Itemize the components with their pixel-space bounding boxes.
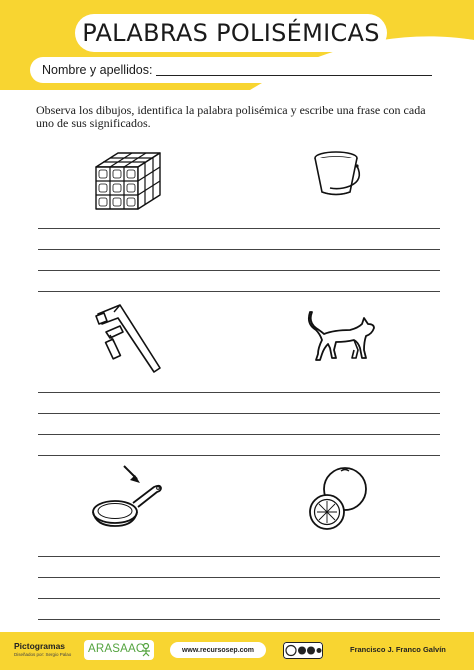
rubiks-cube-icon [92, 145, 164, 213]
writing-line[interactable] [38, 455, 440, 456]
person-icon [140, 643, 152, 657]
writing-line[interactable] [38, 434, 440, 435]
writing-line[interactable] [38, 556, 440, 557]
website-url: www.recursosep.com [181, 646, 255, 654]
writing-line[interactable] [38, 577, 440, 578]
name-input-line[interactable] [156, 75, 432, 76]
writing-line[interactable] [38, 291, 440, 292]
writing-line[interactable] [38, 270, 440, 271]
writing-line[interactable] [38, 619, 440, 620]
footer-pictogramas-credit: Diseñados por: Sergio Palao [14, 652, 72, 657]
orange-fruit-icon [305, 465, 375, 533]
name-field-row [30, 57, 444, 83]
writing-line[interactable] [38, 413, 440, 414]
footer-bar [0, 632, 474, 670]
author-name: Francisco J. Franco Galvín [350, 645, 446, 654]
writing-lines-group-1 [38, 228, 440, 292]
instructions-text: Observa los dibujos, identifica la palabra polisémica y escribe una frase con cada uno de sus significados. [36, 103, 426, 130]
cat-icon [306, 308, 378, 364]
title-banner [75, 14, 387, 52]
writing-line[interactable] [38, 392, 440, 393]
creative-commons-icon [283, 642, 323, 659]
writing-lines-group-3 [38, 556, 440, 620]
bucket-icon [310, 150, 366, 202]
arasaac-logo-text: ARASAAC [88, 643, 145, 655]
name-label: Nombre y apellidos: [42, 63, 153, 77]
writing-line[interactable] [38, 228, 440, 229]
page-title: PALABRAS POLISÉMICAS [82, 19, 380, 47]
website-link[interactable] [170, 642, 266, 658]
writing-lines-group-2 [38, 392, 440, 456]
arasaac-logo[interactable] [84, 640, 154, 660]
writing-line[interactable] [38, 598, 440, 599]
writing-line[interactable] [38, 249, 440, 250]
clamp-icon [90, 302, 164, 376]
frying-pan-handle-icon [88, 462, 168, 534]
footer-pictogramas: Pictogramas [14, 641, 66, 651]
